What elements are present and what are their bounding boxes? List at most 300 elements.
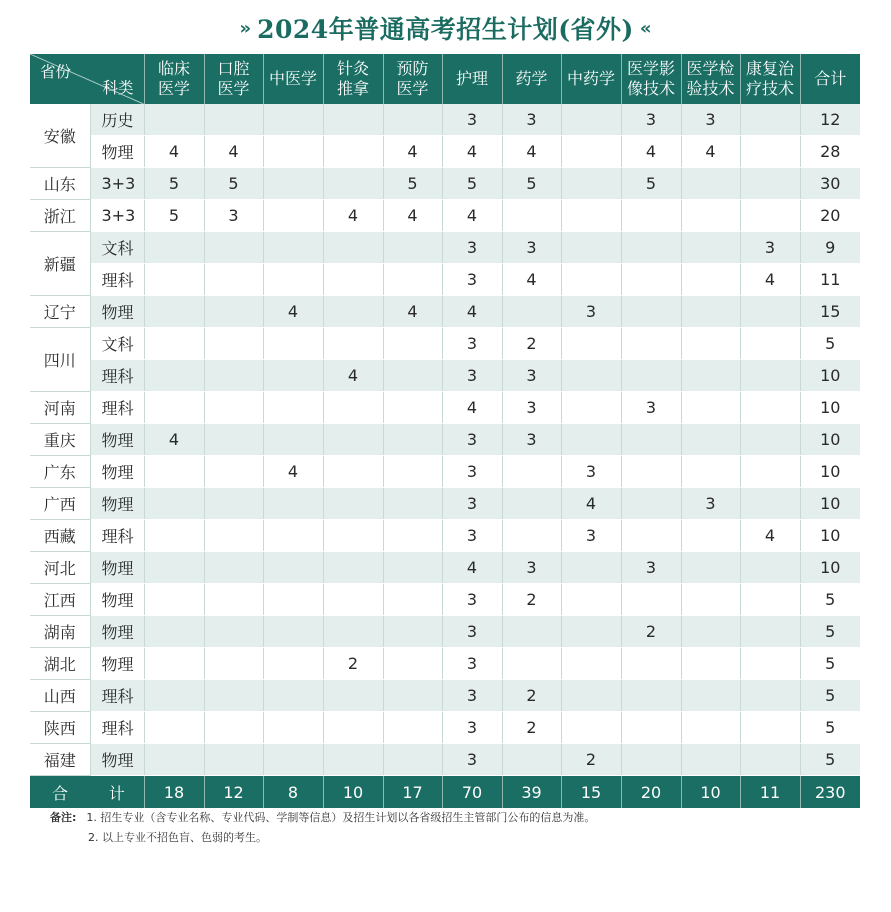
- quota-cell: [263, 424, 323, 456]
- quota-cell: [502, 648, 561, 680]
- quota-cell: [621, 712, 681, 744]
- quota-cell: [383, 520, 442, 552]
- quota-cell: [204, 520, 263, 552]
- page-title: 2024年普通高考招生计划(省外): [257, 15, 634, 44]
- quota-cell: 3: [561, 456, 621, 488]
- quota-cell: 4: [442, 552, 502, 584]
- page-title-bar: [0, 8, 891, 48]
- quota-cell: [681, 616, 740, 648]
- province-cell: 重庆: [30, 424, 90, 456]
- quota-cell: [323, 744, 383, 776]
- table-row: [30, 552, 860, 584]
- quota-cell: [621, 520, 681, 552]
- header-province-label: 省份: [40, 63, 72, 81]
- header-major-8: 医学影 像技术: [621, 54, 681, 104]
- quota-cell: 5: [383, 168, 442, 200]
- note-item-1: 1. 招生专业（含专业名称、专业代码、学制等信息）及招生计划以各省级招生主管部门公布的信息为准。: [86, 811, 596, 824]
- quota-cell: [740, 680, 800, 712]
- quota-cell: [502, 456, 561, 488]
- quota-cell: 4: [502, 136, 561, 168]
- quota-cell: [323, 392, 383, 424]
- subject-cell: 物理: [90, 456, 144, 488]
- quota-cell: [323, 424, 383, 456]
- quota-cell: [144, 552, 204, 584]
- row-total-cell: 10: [800, 392, 860, 424]
- subject-cell: 理科: [90, 680, 144, 712]
- quota-cell: 3: [442, 264, 502, 296]
- quota-cell: [204, 584, 263, 616]
- quota-cell: [383, 424, 442, 456]
- header-major-3: 针灸 推拿: [323, 54, 383, 104]
- subject-cell: 理科: [90, 520, 144, 552]
- quota-cell: [681, 200, 740, 232]
- province-cell: 山东: [30, 168, 90, 200]
- quota-cell: 4: [144, 424, 204, 456]
- title-left-arrow-icon: »: [239, 17, 252, 39]
- quota-cell: 4: [144, 136, 204, 168]
- table-row: [30, 616, 860, 648]
- subject-cell: 文科: [90, 328, 144, 360]
- quota-cell: 3: [442, 616, 502, 648]
- table-row: [30, 712, 860, 744]
- quota-cell: 3: [740, 232, 800, 264]
- quota-cell: [681, 648, 740, 680]
- header-major-11: 合计: [800, 54, 860, 104]
- table-row: [30, 360, 860, 392]
- province-cell: 安徽: [30, 104, 90, 168]
- quota-cell: [621, 232, 681, 264]
- quota-cell: [681, 552, 740, 584]
- total-cell: 39: [502, 776, 561, 809]
- quota-cell: 4: [323, 360, 383, 392]
- quota-cell: [740, 328, 800, 360]
- subject-cell: 物理: [90, 296, 144, 328]
- quota-cell: 3: [502, 424, 561, 456]
- row-total-cell: 5: [800, 584, 860, 616]
- title-right-arrow-icon: «: [639, 17, 652, 39]
- quota-cell: 4: [621, 136, 681, 168]
- row-total-cell: 5: [800, 744, 860, 776]
- quota-cell: [144, 296, 204, 328]
- table-row: [30, 264, 860, 296]
- quota-cell: [502, 520, 561, 552]
- header-major-9: 医学检 验技术: [681, 54, 740, 104]
- quota-cell: [144, 616, 204, 648]
- quota-cell: [323, 712, 383, 744]
- quota-cell: [204, 552, 263, 584]
- quota-cell: 3: [621, 104, 681, 136]
- quota-cell: [144, 328, 204, 360]
- row-total-cell: 10: [800, 552, 860, 584]
- subject-cell: 文科: [90, 232, 144, 264]
- row-total-cell: 12: [800, 104, 860, 136]
- quota-cell: [561, 616, 621, 648]
- quota-cell: 5: [442, 168, 502, 200]
- quota-cell: [561, 552, 621, 584]
- quota-cell: [323, 488, 383, 520]
- quota-cell: [561, 392, 621, 424]
- row-total-cell: 30: [800, 168, 860, 200]
- quota-cell: 2: [502, 712, 561, 744]
- quota-cell: [740, 744, 800, 776]
- province-cell: 新疆: [30, 232, 90, 296]
- row-total-cell: 10: [800, 424, 860, 456]
- quota-cell: 4: [383, 296, 442, 328]
- quota-cell: [323, 584, 383, 616]
- province-cell: 河北: [30, 552, 90, 584]
- quota-cell: [383, 232, 442, 264]
- quota-cell: [204, 744, 263, 776]
- province-cell: 福建: [30, 744, 90, 776]
- quota-cell: [263, 520, 323, 552]
- subject-cell: 物理: [90, 488, 144, 520]
- row-total-cell: 5: [800, 328, 860, 360]
- header-major-4: 预防 医学: [383, 54, 442, 104]
- quota-cell: [204, 648, 263, 680]
- quota-cell: [621, 200, 681, 232]
- notes-label: 备注:: [50, 811, 77, 824]
- subject-cell: 物理: [90, 552, 144, 584]
- quota-cell: 3: [442, 488, 502, 520]
- quota-cell: [502, 200, 561, 232]
- quota-cell: [383, 488, 442, 520]
- header-province-subject-cell: [30, 54, 144, 104]
- quota-cell: [383, 616, 442, 648]
- quota-cell: [323, 328, 383, 360]
- row-total-cell: 5: [800, 616, 860, 648]
- table-row: [30, 680, 860, 712]
- quota-cell: [740, 168, 800, 200]
- quota-cell: [204, 712, 263, 744]
- quota-cell: [263, 136, 323, 168]
- grand-total-cell: 230: [800, 776, 860, 809]
- quota-cell: 2: [502, 328, 561, 360]
- quota-cell: 3: [561, 296, 621, 328]
- quota-cell: [204, 616, 263, 648]
- quota-cell: 2: [621, 616, 681, 648]
- quota-cell: 5: [204, 168, 263, 200]
- header-major-6: 药学: [502, 54, 561, 104]
- row-total-cell: 28: [800, 136, 860, 168]
- quota-cell: [740, 552, 800, 584]
- quota-cell: [383, 104, 442, 136]
- quota-cell: [263, 552, 323, 584]
- province-cell: 湖北: [30, 648, 90, 680]
- quota-cell: 4: [442, 200, 502, 232]
- province-cell: 湖南: [30, 616, 90, 648]
- quota-cell: 3: [621, 392, 681, 424]
- quota-cell: [621, 680, 681, 712]
- quota-cell: [144, 712, 204, 744]
- quota-cell: [621, 456, 681, 488]
- total-cell: 18: [144, 776, 204, 809]
- quota-cell: [204, 264, 263, 296]
- quota-cell: [740, 136, 800, 168]
- quota-cell: 3: [442, 680, 502, 712]
- table-row: [30, 488, 860, 520]
- notes: [50, 808, 595, 848]
- quota-cell: [681, 680, 740, 712]
- quota-cell: [263, 584, 323, 616]
- province-cell: 山西: [30, 680, 90, 712]
- quota-cell: [681, 360, 740, 392]
- subject-cell: 历史: [90, 104, 144, 136]
- quota-cell: [502, 296, 561, 328]
- quota-cell: 4: [740, 520, 800, 552]
- province-cell: 四川: [30, 328, 90, 392]
- total-cell: 10: [323, 776, 383, 809]
- header-subject-label: 科类: [102, 79, 134, 97]
- subject-cell: 理科: [90, 360, 144, 392]
- row-total-cell: 15: [800, 296, 860, 328]
- quota-cell: [681, 168, 740, 200]
- quota-cell: 3: [502, 552, 561, 584]
- quota-cell: [740, 712, 800, 744]
- header-major-5: 护理: [442, 54, 502, 104]
- total-cell: 10: [681, 776, 740, 809]
- quota-cell: 4: [383, 136, 442, 168]
- quota-cell: [263, 232, 323, 264]
- quota-cell: [144, 456, 204, 488]
- quota-cell: [323, 136, 383, 168]
- quota-cell: [681, 296, 740, 328]
- quota-cell: [561, 360, 621, 392]
- quota-cell: [144, 520, 204, 552]
- quota-cell: [204, 456, 263, 488]
- note-item-2: 2. 以上专业不招色盲、色弱的考生。: [88, 831, 267, 844]
- quota-cell: [740, 648, 800, 680]
- table-row: [30, 232, 860, 264]
- quota-cell: [561, 424, 621, 456]
- row-total-cell: 10: [800, 456, 860, 488]
- quota-cell: [681, 584, 740, 616]
- subject-cell: 物理: [90, 616, 144, 648]
- quota-cell: [681, 232, 740, 264]
- quota-cell: 4: [263, 456, 323, 488]
- province-cell: 江西: [30, 584, 90, 616]
- quota-cell: 4: [442, 392, 502, 424]
- row-total-cell: 5: [800, 712, 860, 744]
- total-cell: 20: [621, 776, 681, 809]
- quota-cell: [502, 616, 561, 648]
- quota-cell: [561, 648, 621, 680]
- quota-cell: 3: [442, 744, 502, 776]
- quota-cell: [383, 328, 442, 360]
- quota-cell: [561, 232, 621, 264]
- quota-cell: [144, 360, 204, 392]
- quota-cell: [561, 168, 621, 200]
- quota-cell: 3: [442, 328, 502, 360]
- table-row: [30, 296, 860, 328]
- total-cell: 17: [383, 776, 442, 809]
- quota-cell: [621, 648, 681, 680]
- quota-cell: [383, 552, 442, 584]
- quota-cell: [204, 360, 263, 392]
- quota-cell: [621, 296, 681, 328]
- quota-cell: [204, 424, 263, 456]
- total-cell: 8: [263, 776, 323, 809]
- quota-cell: 2: [561, 744, 621, 776]
- province-cell: 辽宁: [30, 296, 90, 328]
- quota-cell: [681, 392, 740, 424]
- quota-cell: [323, 456, 383, 488]
- quota-cell: [561, 200, 621, 232]
- row-total-cell: 10: [800, 360, 860, 392]
- totals-label-b: 计: [90, 776, 144, 809]
- quota-cell: [144, 264, 204, 296]
- quota-cell: [144, 392, 204, 424]
- quota-cell: [740, 488, 800, 520]
- total-cell: 70: [442, 776, 502, 809]
- quota-cell: [204, 680, 263, 712]
- quota-cell: [561, 136, 621, 168]
- quota-cell: [383, 264, 442, 296]
- quota-cell: [204, 488, 263, 520]
- quota-cell: [263, 264, 323, 296]
- quota-cell: [561, 680, 621, 712]
- quota-cell: [621, 744, 681, 776]
- quota-cell: 3: [442, 456, 502, 488]
- header-major-7: 中药学: [561, 54, 621, 104]
- quota-cell: [263, 648, 323, 680]
- table-row: [30, 456, 860, 488]
- table-row: [30, 392, 860, 424]
- quota-cell: 4: [263, 296, 323, 328]
- table-row: [30, 200, 860, 232]
- quota-cell: 5: [144, 200, 204, 232]
- quota-cell: [383, 648, 442, 680]
- quota-cell: [561, 104, 621, 136]
- quota-cell: 4: [740, 264, 800, 296]
- quota-cell: 4: [502, 264, 561, 296]
- quota-cell: [263, 712, 323, 744]
- header-major-1: 口腔 医学: [204, 54, 263, 104]
- subject-cell: 物理: [90, 584, 144, 616]
- quota-cell: 4: [681, 136, 740, 168]
- quota-cell: 3: [442, 360, 502, 392]
- quota-cell: [323, 264, 383, 296]
- quota-cell: [383, 584, 442, 616]
- quota-cell: 3: [442, 520, 502, 552]
- total-cell: 12: [204, 776, 263, 809]
- quota-cell: [263, 488, 323, 520]
- quota-cell: [263, 392, 323, 424]
- quota-cell: 3: [204, 200, 263, 232]
- quota-cell: 3: [442, 712, 502, 744]
- total-cell: 11: [740, 776, 800, 809]
- table-row: [30, 168, 860, 200]
- subject-cell: 3+3: [90, 168, 144, 200]
- quota-cell: [681, 424, 740, 456]
- quota-cell: 2: [323, 648, 383, 680]
- subject-cell: 物理: [90, 136, 144, 168]
- row-total-cell: 10: [800, 488, 860, 520]
- quota-cell: [383, 456, 442, 488]
- totals-label-a: 合: [30, 776, 90, 809]
- subject-cell: 理科: [90, 392, 144, 424]
- quota-cell: [263, 168, 323, 200]
- quota-cell: [144, 648, 204, 680]
- quota-cell: [144, 584, 204, 616]
- quota-cell: [383, 392, 442, 424]
- quota-cell: [204, 328, 263, 360]
- quota-cell: 3: [561, 520, 621, 552]
- quota-cell: [144, 232, 204, 264]
- quota-cell: [383, 712, 442, 744]
- row-total-cell: 9: [800, 232, 860, 264]
- row-total-cell: 20: [800, 200, 860, 232]
- quota-cell: 3: [681, 488, 740, 520]
- quota-cell: [740, 296, 800, 328]
- enrollment-plan-table: [30, 54, 860, 808]
- quota-cell: 4: [383, 200, 442, 232]
- quota-cell: [323, 616, 383, 648]
- quota-cell: [204, 104, 263, 136]
- quota-cell: [681, 456, 740, 488]
- quota-cell: 5: [502, 168, 561, 200]
- quota-cell: [740, 616, 800, 648]
- totals-row: [30, 776, 860, 809]
- subject-cell: 理科: [90, 712, 144, 744]
- subject-cell: 理科: [90, 264, 144, 296]
- quota-cell: [621, 488, 681, 520]
- table-row: [30, 328, 860, 360]
- subject-cell: 3+3: [90, 200, 144, 232]
- quota-cell: 3: [681, 104, 740, 136]
- quota-cell: 3: [442, 232, 502, 264]
- table-row: [30, 648, 860, 680]
- quota-cell: [681, 744, 740, 776]
- quota-cell: [681, 712, 740, 744]
- quota-cell: [740, 200, 800, 232]
- table-row: [30, 104, 860, 136]
- quota-cell: [323, 296, 383, 328]
- quota-cell: [323, 520, 383, 552]
- table-row: [30, 136, 860, 168]
- quota-cell: [263, 680, 323, 712]
- quota-cell: [561, 712, 621, 744]
- quota-cell: [323, 680, 383, 712]
- quota-cell: 3: [442, 424, 502, 456]
- quota-cell: [740, 360, 800, 392]
- quota-cell: [383, 360, 442, 392]
- table-body: [30, 104, 860, 776]
- table-row: [30, 744, 860, 776]
- header-row: [30, 54, 860, 104]
- table-row: [30, 424, 860, 456]
- province-cell: 广西: [30, 488, 90, 520]
- row-total-cell: 11: [800, 264, 860, 296]
- quota-cell: 4: [323, 200, 383, 232]
- subject-cell: 物理: [90, 744, 144, 776]
- subject-cell: 物理: [90, 648, 144, 680]
- province-cell: 西藏: [30, 520, 90, 552]
- quota-cell: [502, 744, 561, 776]
- quota-cell: [263, 200, 323, 232]
- quota-cell: 5: [144, 168, 204, 200]
- province-cell: 广东: [30, 456, 90, 488]
- quota-cell: 4: [204, 136, 263, 168]
- quota-cell: [681, 264, 740, 296]
- table-row: [30, 520, 860, 552]
- quota-cell: [621, 264, 681, 296]
- quota-cell: [621, 360, 681, 392]
- quota-cell: [502, 488, 561, 520]
- quota-cell: 3: [502, 360, 561, 392]
- quota-cell: [621, 424, 681, 456]
- quota-cell: [323, 552, 383, 584]
- quota-cell: [144, 488, 204, 520]
